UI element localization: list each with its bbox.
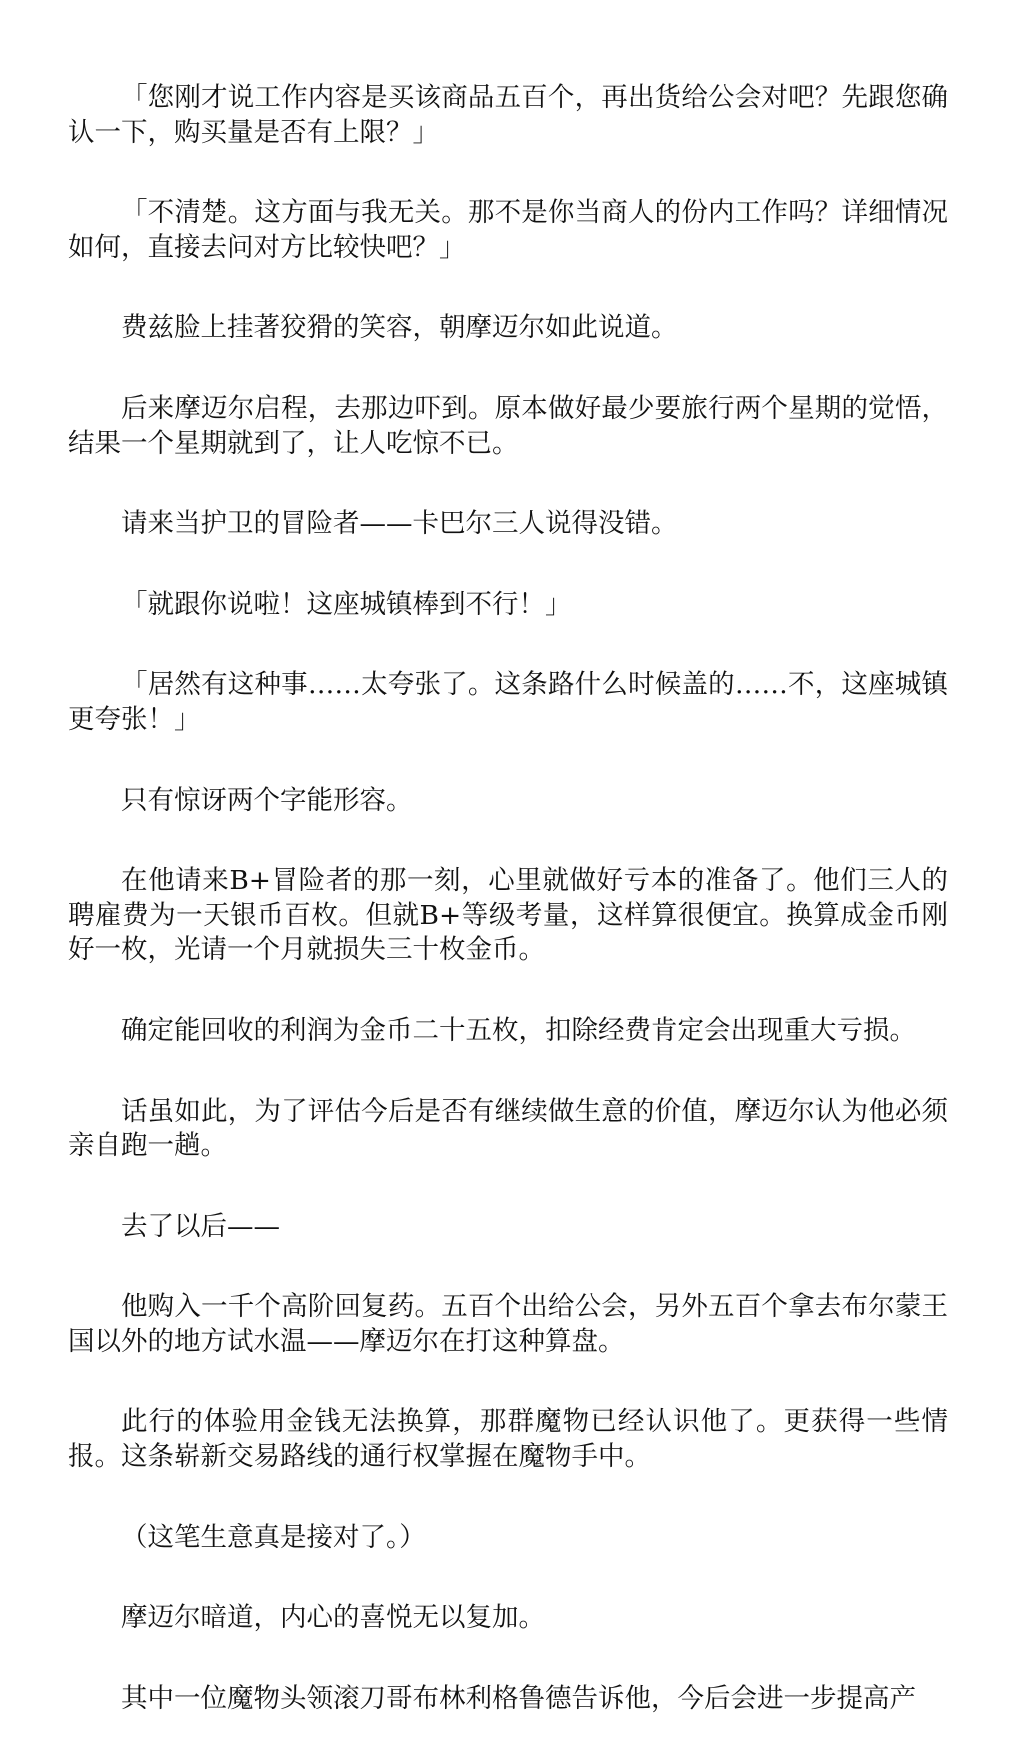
paragraph: 请来当护卫的冒险者——卡巴尔三人说得没错。 [121, 508, 678, 540]
paragraph: 话虽如此，为了评估今后是否有继续做生意的价值，摩迈尔认为他必须亲自跑一趟。 [68, 1095, 948, 1162]
paragraph: 「不清楚。这方面与我无关。那不是你当商人的份内工作吗？详细情况如何，直接去问对方比较快吧？」 [68, 197, 948, 263]
paragraph: 「就跟你说啦！这座城镇棒到不行！」 [121, 588, 572, 620]
paragraph: 「您刚才说工作内容是买该商品五百个，再出货给公会对吧？先跟您确认一下，购买量是否有上限？」 [68, 82, 948, 148]
paragraph: 费兹脸上挂著狡猾的笑容，朝摩迈尔如此说道。 [121, 312, 678, 344]
paragraph: 「居然有这种事……太夸张了。这条路什么时候盖的……不，这座城镇更夸张！」 [68, 669, 948, 735]
paragraph: 其中一位魔物头领滚刀哥布林利格鲁德告诉他，今后会进一步提高产 [121, 1682, 916, 1714]
paragraph: 后来摩迈尔启程，去那边吓到。原本做好最少要旅行两个星期的觉悟，结果一个星期就到了，让人吃惊不已。 [68, 392, 948, 459]
paragraph: 摩迈尔暗道，内心的喜悦无以复加。 [121, 1602, 545, 1634]
paragraph: 他购入一千个高阶回复药。五百个出给公会，另外五百个拿去布尔蒙王国以外的地方试水温——摩迈尔在打这种算盘。 [68, 1291, 948, 1357]
paragraph: 确定能回收的利润为金币二十五枚，扣除经费肯定会出现重大亏损。 [121, 1014, 916, 1046]
paragraph: 去了以后—— [121, 1210, 280, 1242]
paragraph: 在他请来B+冒险者的那一刻，心里就做好亏本的准备了。他们三人的聘雇费为一天银币百枚。但就B+等级考量，这样算很便宜。换算成金币刚好一枚，光请一个月就损失三十枚金币。 [68, 865, 948, 966]
document-page [68, 81, 948, 1762]
paragraph: （这笔生意真是接对了。） [121, 1521, 426, 1553]
paragraph: 此行的体验用金钱无法换算，那群魔物已经认识他了。更获得一些情报。这条崭新交易路线的通行权掌握在魔物手中。 [68, 1406, 948, 1473]
paragraph: 只有惊讶两个字能形容。 [121, 784, 413, 816]
